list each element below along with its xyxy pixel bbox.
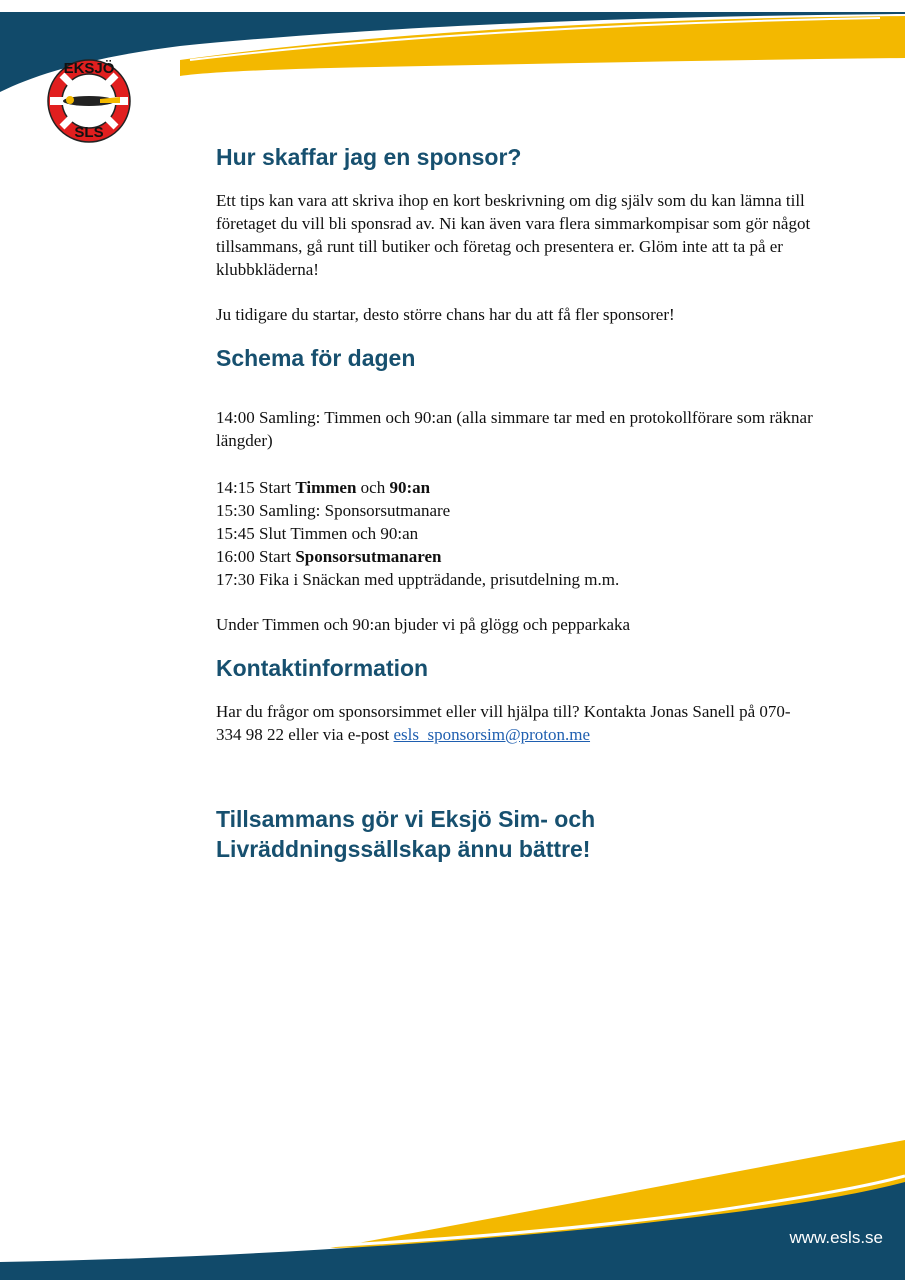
footer-wave-decoration: [0, 1130, 905, 1280]
schedule-item: 17:30 Fika i Snäckan med uppträdande, prisutdelning m.m.: [216, 570, 620, 589]
schedule-item: 15:45 Slut Timmen och 90:an: [216, 524, 419, 543]
event-name: 90:an: [389, 478, 431, 497]
club-logo: [40, 55, 138, 143]
closing-statement: [216, 804, 816, 864]
schedule-item: [216, 476, 816, 499]
schedule-item: 14:00 Samling: Timmen och 90:an (alla simmare tar med en protokollförare som räknar längder): [216, 408, 813, 450]
contact-heading: Kontaktinformation: [216, 655, 429, 681]
sponsor-paragraph-2: Ju tidigare du startar, desto större chans har du att få fler sponsorer!: [216, 305, 675, 324]
schedule-item-text: 14:15 Start: [216, 478, 296, 497]
contact-paragraph: [216, 700, 816, 746]
closing-line-1: Tillsammans gör vi Eksjö Sim- och: [216, 806, 596, 832]
contact-text: Har du frågor om sponsorsimmet eller vill hjälpa till? Kontakta Jonas Sanell på 070-334 98 22 eller via e-post: [216, 702, 791, 744]
event-name: Timmen: [295, 478, 357, 497]
sponsor-paragraph-1: Ett tips kan vara att skriva ihop en kort beskrivning om dig själv som du kan lämna till företaget du vill bli sponsrad av. Ni kan även vara flera simmarkompisar som gör något tillsammans, gå runt till butiker och företag och presentera er. Glöm inte att ta på er klubbkläderna!: [216, 191, 811, 279]
schedule-item-text: och: [356, 478, 390, 497]
schedule-item: [216, 545, 816, 568]
schedule-heading: Schema för dagen: [216, 345, 416, 371]
website-url: www.esls.se: [789, 1228, 883, 1247]
schedule-item-text: 16:00 Start: [216, 547, 296, 566]
schedule-item: 15:30 Samling: Sponsorsutmanare: [216, 501, 451, 520]
email-link[interactable]: esls_sponsorsim@proton.me: [393, 725, 591, 744]
closing-line-2: Livräddningssällskap ännu bättre!: [216, 836, 591, 862]
schedule-note: Under Timmen och 90:an bjuder vi på glögg och pepparkaka: [216, 615, 631, 634]
sponsor-heading: Hur skaffar jag en sponsor?: [216, 144, 522, 170]
event-name: Sponsorsutmanaren: [295, 547, 442, 566]
document-body: [216, 140, 816, 864]
svg-text:SLS: SLS: [74, 124, 104, 141]
svg-text:EKSJÖ: EKSJÖ: [63, 60, 115, 77]
